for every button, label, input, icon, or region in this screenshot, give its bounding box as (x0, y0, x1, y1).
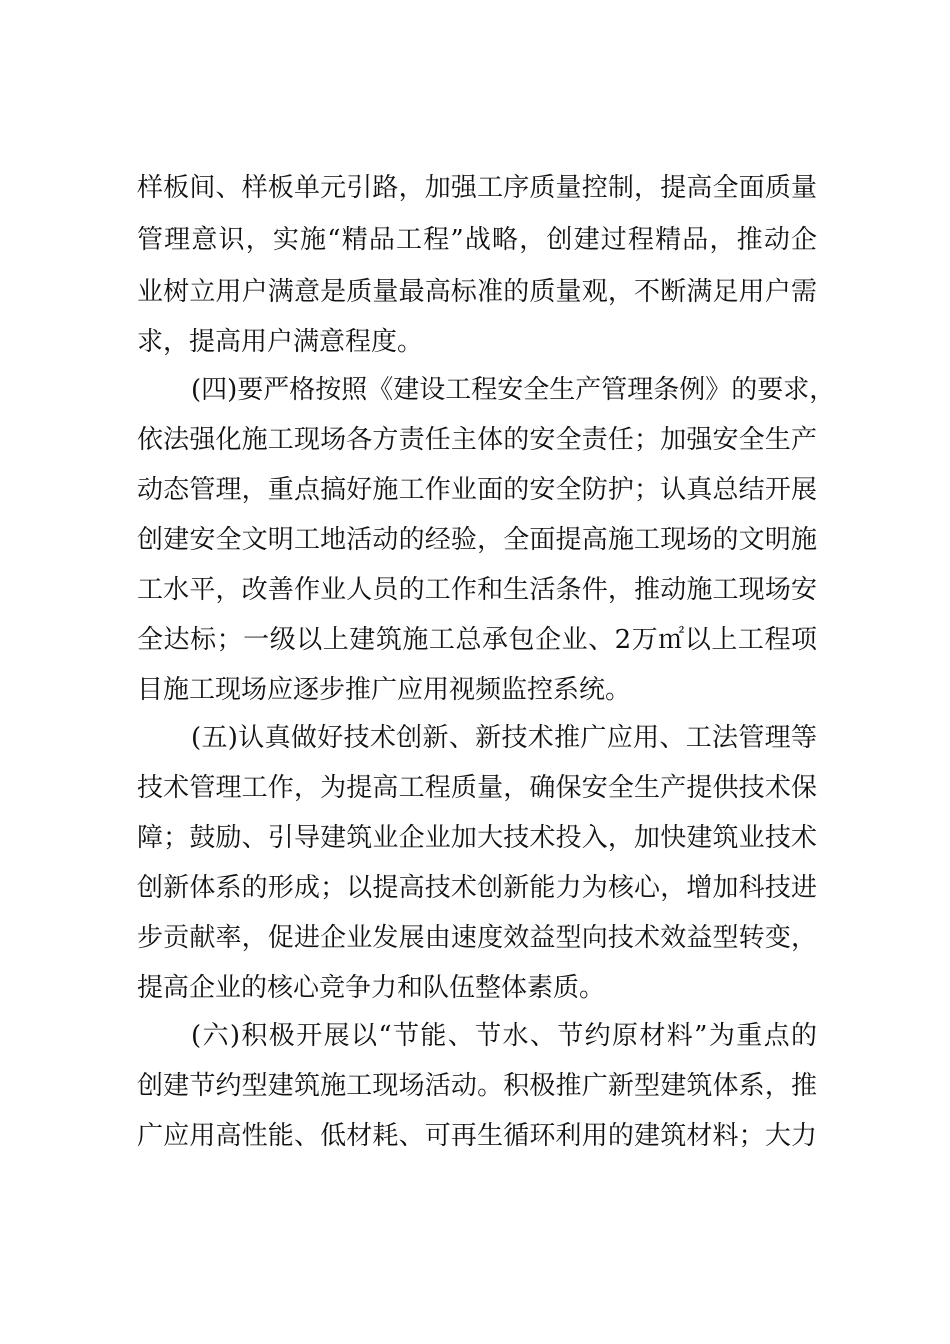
text-line: 全达标；一级以上建筑施工总承包企业、2万㎡以上工程项 (137, 625, 817, 655)
text-line: 依法强化施工现场各方责任主体的安全责任；加强安全生产 (137, 425, 817, 455)
text-line: 创建节约型建筑施工现场活动。积极推广新型建筑体系，推 (137, 1071, 817, 1101)
text-line: 障；鼓励、引导建筑业企业加大技术投入，加快建筑业技术 (137, 823, 817, 853)
text-line: 广应用高性能、低材耗、可再生循环利用的建筑材料；大力 (137, 1121, 817, 1151)
text-line: 技术管理工作，为提高工程质量，确保安全生产提供技术保 (137, 773, 817, 803)
text-line: 提高企业的核心竞争力和队伍整体素质。 (137, 973, 606, 1003)
text-line: 步贡献率，促进企业发展由速度效益型向技术效益型转变， (137, 923, 817, 953)
text-line: 创建安全文明工地活动的经验，全面提高施工现场的文明施 (137, 525, 817, 555)
text-line: 样板间、样板单元引路，加强工序质量控制，提高全面质量 (137, 173, 817, 203)
text-line: 求，提高用户满意程度。 (137, 327, 424, 357)
text-line: 管理意识，实施“精品工程”战略，创建过程精品，推动企 (137, 225, 817, 255)
paragraph-start-line: (六)积极开展以“节能、节水、节约原材料”为重点的 (191, 1021, 817, 1051)
text-line: 业树立用户满意是质量最高标准的质量观，不断满足用户需 (137, 277, 817, 307)
paragraph-start-line: (四)要严格按照《建设工程安全生产管理条例》的要求， (191, 375, 836, 405)
text-line: 创新体系的形成；以提高技术创新能力为核心，增加科技进 (137, 873, 817, 903)
text-line: 动态管理，重点搞好施工作业面的安全防护；认真总结开展 (137, 475, 817, 505)
text-line: 工水平，改善作业人员的工作和生活条件，推动施工现场安 (137, 575, 817, 605)
paragraph-start-line: (五)认真做好技术创新、新技术推广应用、工法管理等 (191, 723, 817, 753)
text-line: 目施工现场应逐步推广应用视频监控系统。 (137, 675, 632, 705)
